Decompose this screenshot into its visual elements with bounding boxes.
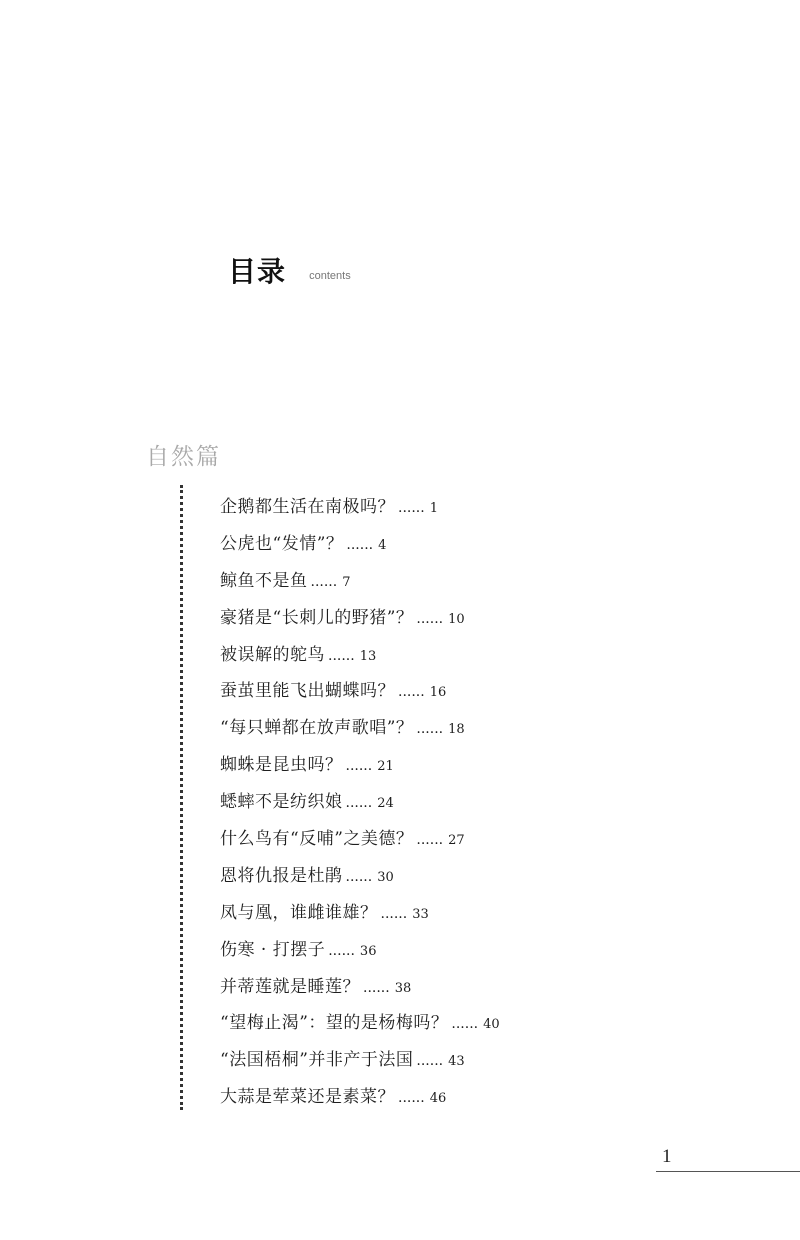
toc-entry-leader: ......: [398, 684, 425, 701]
toc-entry-leader: ......: [310, 573, 338, 590]
toc-entry-leader: ......: [416, 1053, 444, 1070]
toc-entry-title: 恩将仇报是杜鹃: [220, 865, 343, 886]
toc-entry-page: 10: [448, 611, 465, 627]
toc-entry-page: 18: [448, 722, 465, 738]
toc-entry-leader: ......: [416, 832, 444, 849]
toc-entry[interactable]: [220, 529, 500, 566]
page-number: 1: [662, 1146, 672, 1167]
toc-entry-page: 1: [429, 501, 438, 516]
toc-entry-title: 蜘蛛是昆虫吗？: [220, 755, 343, 776]
toc-heading: [228, 250, 351, 290]
toc-entry-title: 什么鸟有“反哺”之美德？: [220, 829, 414, 850]
toc-entry-leader: ......: [380, 905, 408, 922]
toc-entry-leader: ......: [398, 500, 425, 516]
toc-heading-subtitle: contents: [309, 270, 351, 282]
section-title: 自然篇: [146, 444, 221, 470]
toc-entry-leader: ......: [328, 942, 355, 959]
toc-entry-page: 46: [429, 1091, 447, 1107]
toc-entry[interactable]: [220, 972, 500, 1009]
toc-entry-leader: ......: [346, 536, 374, 553]
toc-entry-title: 凤与凰，谁雌谁雄？: [220, 902, 378, 923]
toc-entry[interactable]: [220, 1045, 500, 1082]
toc-entry[interactable]: [220, 640, 500, 677]
toc-heading-title: 目录: [228, 255, 287, 288]
toc-entry-title: 公虎也“发情”？: [220, 533, 344, 554]
toc-entry-leader: ......: [328, 647, 355, 664]
toc-entry-leader: ......: [345, 795, 373, 812]
toc-entry-title: 蟋蟀不是纺织娘: [220, 792, 343, 813]
toc-entry-leader: ......: [416, 721, 444, 738]
toc-entry[interactable]: [220, 861, 500, 898]
toc-entry-title: “法国梧桐”并非产于法国: [220, 1050, 414, 1071]
toc-entry-page: 40: [483, 1017, 500, 1033]
toc-entry-page: 36: [359, 943, 377, 959]
toc-list: [220, 492, 500, 1119]
toc-entry-title: 并蒂莲就是睡莲？: [220, 976, 360, 997]
toc-entry[interactable]: [220, 1008, 500, 1045]
toc-entry-title: 被误解的鸵鸟: [220, 644, 325, 665]
toc-entry-page: 4: [378, 537, 387, 553]
toc-entry[interactable]: [220, 750, 500, 787]
toc-entry-title: “每只蝉都在放声歌唱”？: [220, 718, 414, 739]
toc-entry[interactable]: [220, 676, 500, 713]
dotted-divider: [180, 485, 183, 1110]
toc-entry-leader: ......: [416, 610, 444, 627]
toc-entry-page: 13: [359, 648, 377, 664]
toc-entry[interactable]: [220, 824, 500, 861]
toc-entry[interactable]: [220, 603, 500, 640]
toc-entry-page: 21: [377, 759, 394, 775]
toc-entry-page: 33: [412, 906, 429, 922]
toc-entry[interactable]: [220, 898, 500, 935]
toc-entry-page: 43: [448, 1054, 465, 1070]
toc-entry-title: “望梅止渴”：望的是杨梅吗？: [220, 1013, 449, 1034]
toc-entry-page: 16: [429, 685, 447, 701]
toc-entry-leader: ......: [363, 979, 390, 996]
toc-entry-leader: ......: [398, 1090, 425, 1107]
toc-entry-leader: ......: [345, 758, 373, 775]
toc-entry[interactable]: [220, 566, 500, 603]
toc-entry-page: 27: [448, 833, 465, 849]
toc-entry-page: 7: [342, 574, 351, 590]
page-number-rule: [656, 1171, 800, 1172]
toc-entry-page: 30: [377, 869, 394, 885]
toc-entry-title: 企鹅都生活在南极吗？: [220, 497, 395, 517]
toc-entry[interactable]: [220, 787, 500, 824]
toc-entry-title: 鲸鱼不是鱼: [220, 570, 308, 591]
toc-entry-title: 伤寒 · 打摆子: [220, 939, 326, 960]
toc-entry[interactable]: [220, 492, 500, 529]
toc-entry-title: 大蒜是荤菜还是素菜？: [220, 1087, 395, 1108]
toc-entry-leader: ......: [345, 868, 373, 885]
toc-entry[interactable]: [220, 1082, 500, 1119]
toc-entry-title: 豪猪是“长刺儿的野猪”？: [220, 607, 414, 628]
toc-entry-page: 38: [394, 980, 412, 996]
toc-entry[interactable]: [220, 713, 500, 750]
toc-entry-page: 24: [377, 796, 394, 812]
toc-entry-leader: ......: [451, 1016, 479, 1033]
toc-entry[interactable]: [220, 935, 500, 972]
toc-entry-title: 蚕茧里能飞出蝴蝶吗？: [220, 681, 395, 702]
